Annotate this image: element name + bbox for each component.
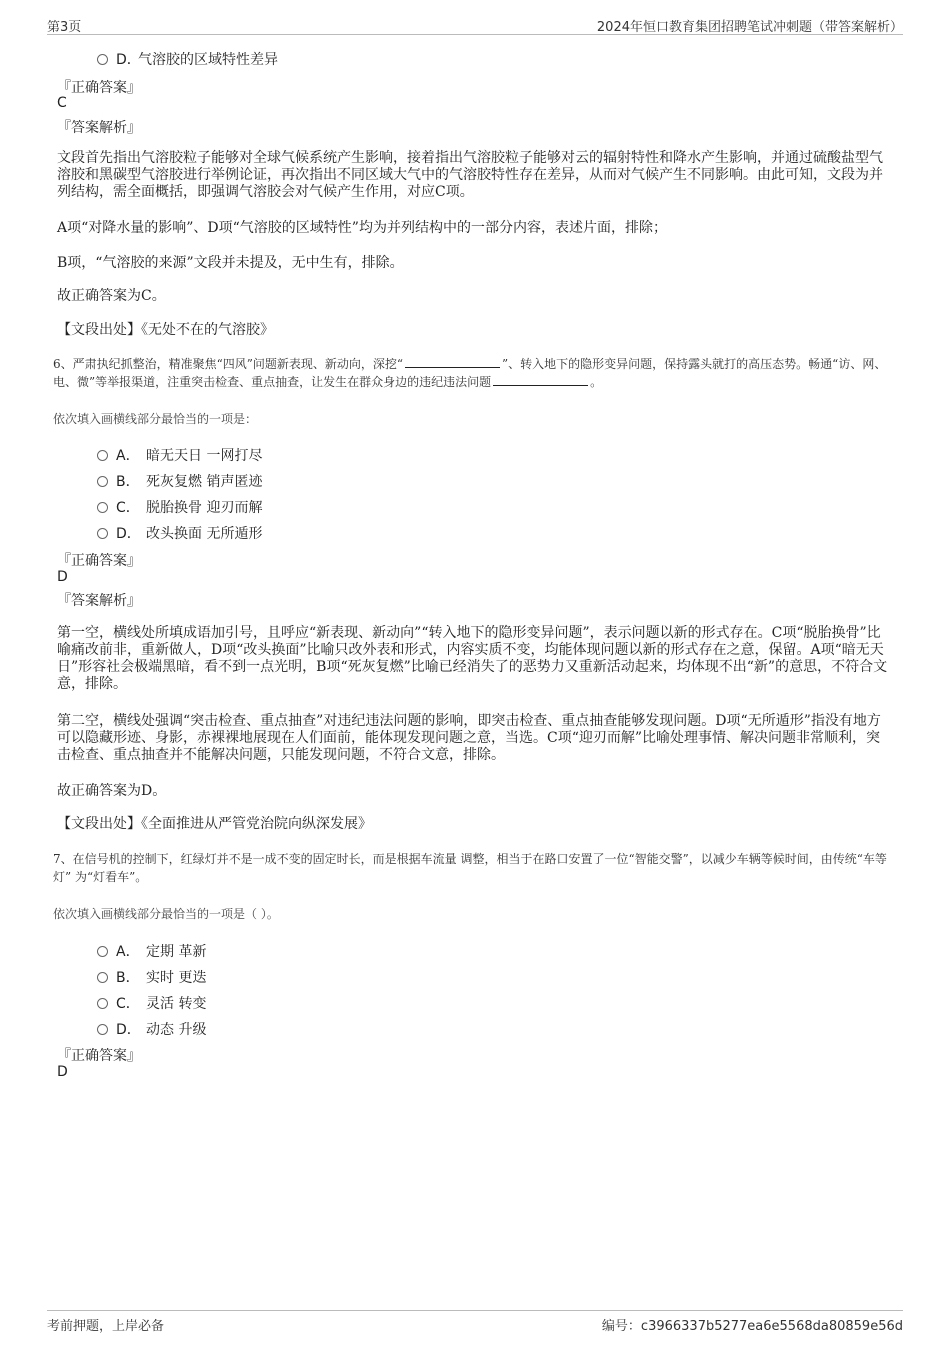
radio-icon[interactable] xyxy=(97,476,108,487)
q6-question-text: 6、严肃执纪抓整治，精准聚焦“四风”问题新表现、新动向，深挖“ ”、转入地下的隐形变异问题，保持露头就打的高压态势。畅通“访、网、电、微”等举报渠道，注重突击检查、重点抽查，让发生在群众身边的违纪违法问题 。 xyxy=(53,357,887,389)
q6-analysis-label: 『答案解析』 xyxy=(57,593,141,609)
footer-slogan: 考前押题，上岸必备 xyxy=(47,1319,165,1334)
radio-icon[interactable] xyxy=(97,528,108,539)
page-number: 第3页 xyxy=(47,20,82,35)
radio-icon[interactable] xyxy=(97,450,108,461)
q5-analysis-paragraph: B项，“气溶胶的来源”文段并未提及，无中生有，排除。 xyxy=(57,255,404,271)
radio-icon[interactable] xyxy=(97,54,108,65)
q5-answer-label: 『正确答案』 xyxy=(57,80,141,96)
blank-line xyxy=(405,356,500,368)
q7-answer-label: 『正确答案』 xyxy=(57,1048,141,1064)
q6-analysis-paragraph: 第一空，横线处所填成语加引号，且呼应“新表现、新动向”“转入地下的隐形变异问题”，表示问题以新的形式存在。C项“脱胎换骨”比喻痛改前非，重新做人，D项“改头换面”比喻只改外表和形式，内容实质不变，均能体现问题以新的形式存在之意，保留。A项“暗无天日”形容社会极端黑暗，看不到一点光明，B项“死灰复燃”比喻已经消失了的恶势力又重新活动起来，均体现不出“新”的意思，不符合文意，排除。 xyxy=(57,625,888,692)
page-footer xyxy=(47,1310,903,1335)
q5-source: 【文段出处】《无处不在的气溶胶》 xyxy=(57,322,274,338)
q7-option-b[interactable]: B． 实时 更迭 xyxy=(97,967,206,987)
q5-analysis-paragraph: 文段首先指出气溶胶粒子能够对全球气候系统产生影响，接着指出气溶胶粒子能够对云的辐射特性和降水产生影响，并通过硫酸盐型气溶胶和黑碳型气溶胶进行举例论证，再次指出不同区域大气中的气溶胶特性存在差异，从而对气候产生不同影响。由此可知，文段为并列结构，需全面概括，即强调气溶胶会对气候产生作用，对应C项。 xyxy=(57,150,883,200)
q6-answer-label: 『正确答案』 xyxy=(57,553,141,569)
q6-conclusion: 故正确答案为D。 xyxy=(57,783,167,799)
q7-option-a[interactable]: A． 定期 革新 xyxy=(97,941,206,961)
q6-option-a[interactable]: A． 暗无天日 一网打尽 xyxy=(97,445,262,465)
q6-prompt: 依次填入画横线部分最恰当的一项是： xyxy=(53,412,258,426)
document-title: 2024年恒口教育集团招聘笔试冲刺题（带答案解析） xyxy=(596,20,903,35)
q6-source: 【文段出处】《全面推进从严管党治院向纵深发展》 xyxy=(57,816,372,832)
q6-analysis-paragraph: 第二空，横线处强调“突击检查、重点抽查”对违纪违法问题的影响，即突击检查、重点抽查能够发现问题。D项“无所遁形”指没有地方可以隐藏形迹、身影，赤裸裸地展现在人们面前，能体现发现问题之意，当选。C项“迎刃而解”比喻处理事情、解决问题非常顺利，突击检查、重点抽查并不能解决问题，只能发现问题，不符合文意，排除。 xyxy=(57,713,881,763)
q6-answer: D xyxy=(57,569,68,585)
q7-prompt: 依次填入画横线部分最恰当的一项是（ ）。 xyxy=(53,907,279,921)
q7-answer: D xyxy=(57,1064,68,1080)
q6-option-d[interactable]: D． 改头换面 无所遁形 xyxy=(97,523,262,543)
radio-icon[interactable] xyxy=(97,502,108,513)
radio-icon[interactable] xyxy=(97,1024,108,1035)
q7-option-d[interactable]: D． 动态 升级 xyxy=(97,1019,206,1039)
radio-icon[interactable] xyxy=(97,946,108,957)
q6-option-b[interactable]: B． 死灰复燃 销声匿迹 xyxy=(97,471,262,491)
q5-option-d[interactable]: D．气溶胶的区域特性差异 xyxy=(97,49,278,69)
q5-analysis-label: 『答案解析』 xyxy=(57,120,141,136)
footer-code: 编号：c3966337b5277ea6e5568da80859e56d xyxy=(601,1319,903,1334)
q5-conclusion: 故正确答案为C。 xyxy=(57,288,166,304)
q7-question-text: 7、在信号机的控制下，红绿灯并不是一成不变的固定时长，而是根据车流量 调整，相当于在路口安置了一位“智能交警”，以减少车辆等候时间，由传统“车等灯” 为“灯看车”。 xyxy=(53,852,887,884)
q6-option-c[interactable]: C． 脱胎换骨 迎刃而解 xyxy=(97,497,262,517)
radio-icon[interactable] xyxy=(97,998,108,1009)
blank-line xyxy=(493,374,588,386)
q5-analysis-paragraph: A项“对降水量的影响”、D项“气溶胶的区域特性”均为并列结构中的一部分内容，表述片面，排除； xyxy=(57,220,667,236)
radio-icon[interactable] xyxy=(97,972,108,983)
page-header xyxy=(47,14,903,35)
q7-option-c[interactable]: C． 灵活 转变 xyxy=(97,993,206,1013)
q5-answer: C xyxy=(57,95,67,111)
